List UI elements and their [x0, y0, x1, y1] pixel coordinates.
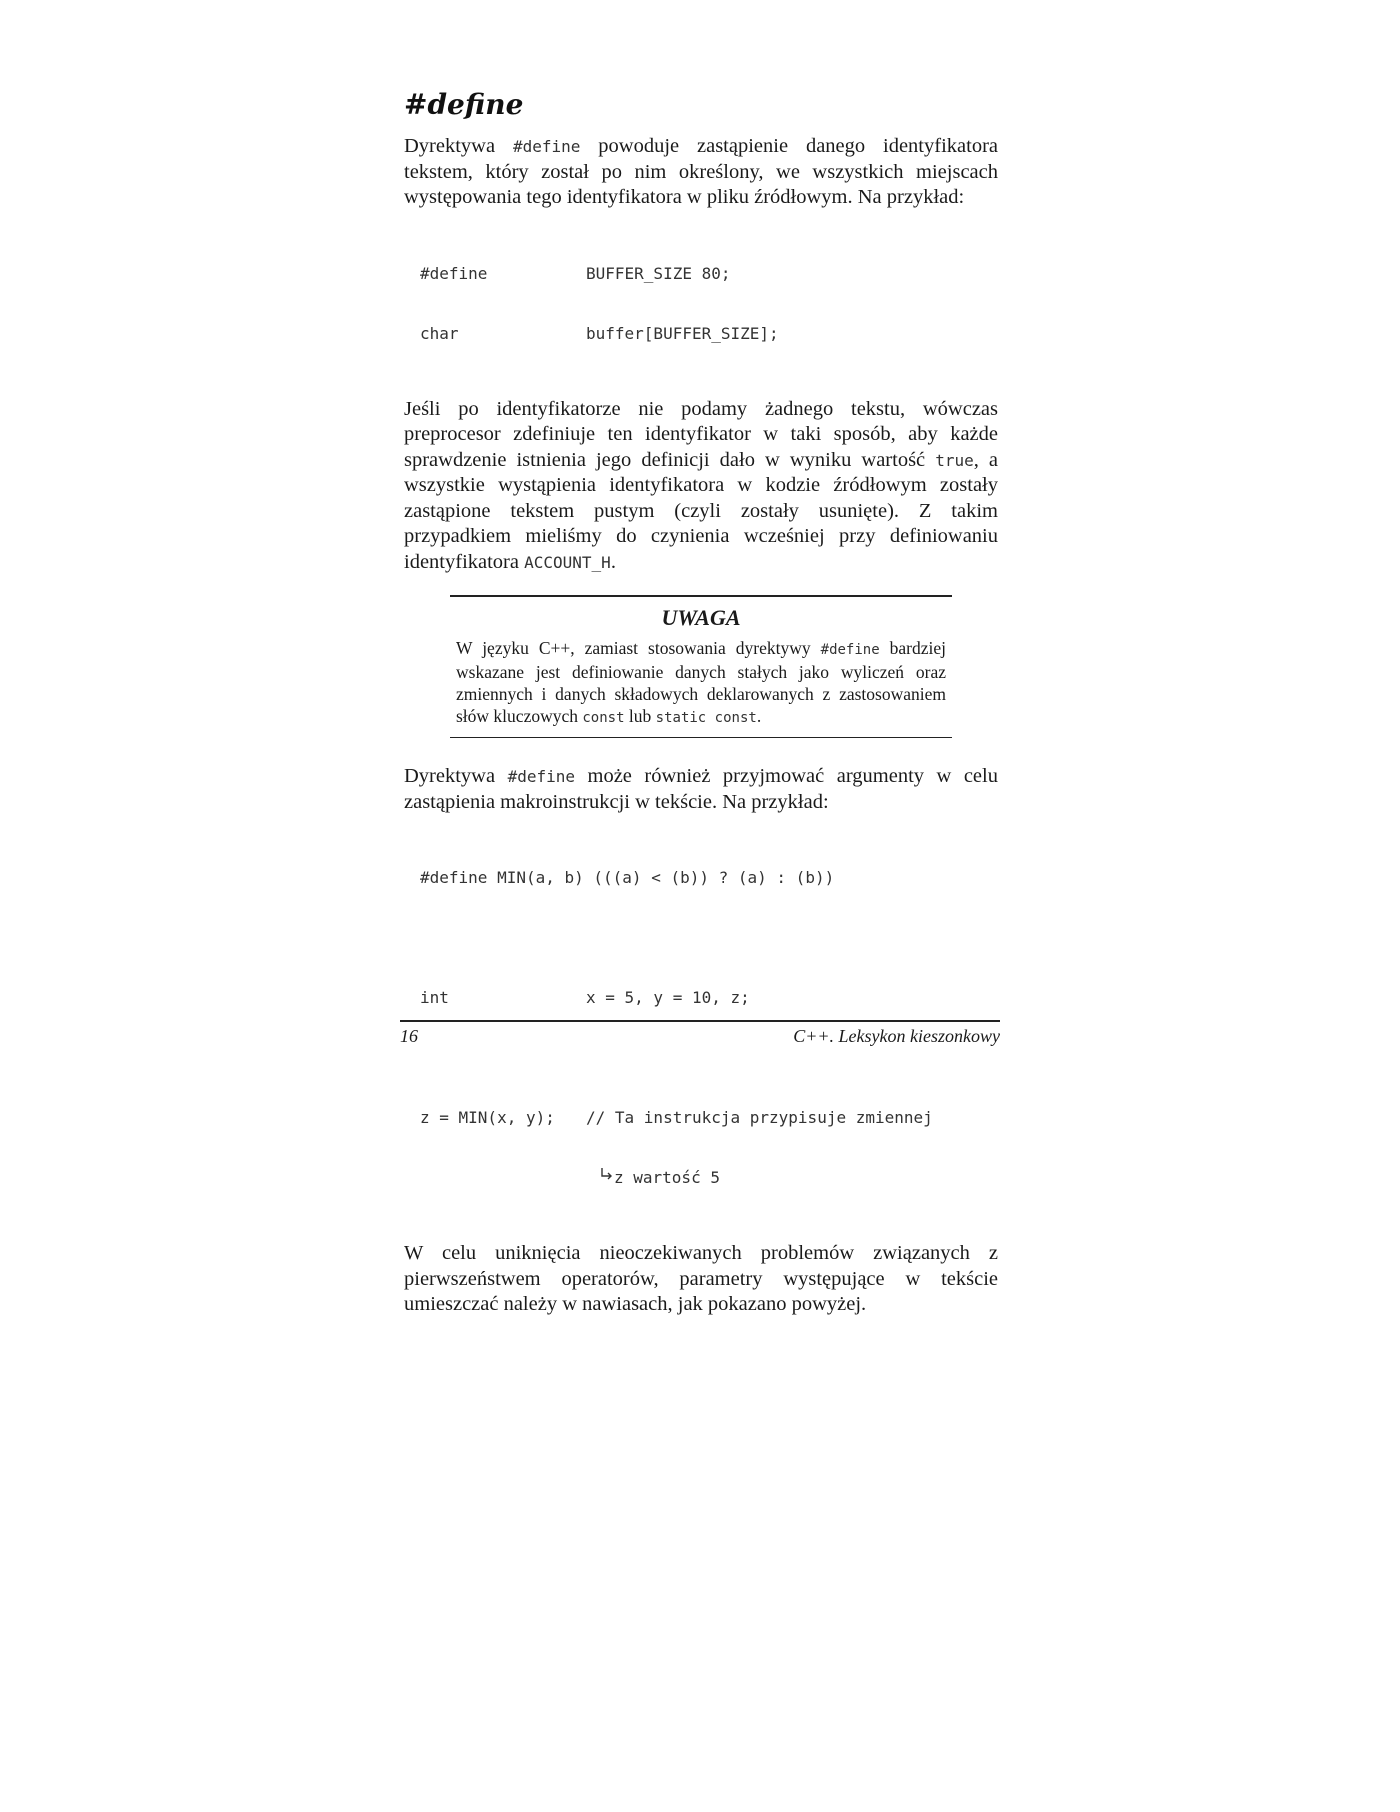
text: lub: [624, 706, 656, 726]
code-comment: z wartość 5: [614, 1168, 720, 1187]
note-box: [450, 595, 952, 738]
note-text: [456, 637, 946, 729]
text: bardziej wskazane jest definiowanie danych stałych jako wyliczeń oraz zmiennych i danych składowych deklarowanych z zastosowaniem słów kluczowych: [456, 638, 946, 726]
inline-code: #define: [507, 767, 576, 786]
paragraph-define-intro: [404, 134, 998, 211]
code-text: z = MIN(x, y);: [420, 1108, 555, 1127]
text: , a wszystkie wystąpienia identyfikatora w kodzie źródłowym zostały zastąpione tekstem pustym (czyli zostały usunięte). Z takim przypadkiem mieliśmy do czynienia wcześniej przy definiowaniu identyfikatora: [404, 448, 998, 573]
code-line: [420, 323, 998, 345]
code-line: [420, 263, 998, 285]
text: .: [756, 706, 762, 726]
inline-code: const: [582, 710, 625, 726]
code-line: #define MIN(a, b) (((a) < (b)) ? (a) : (b)): [420, 868, 835, 887]
code-keyword: char: [420, 323, 459, 343]
text: W języku C++, zamiast stosowania dyrektywy: [456, 638, 821, 658]
text: Jeśli po identyfikatorze nie podamy żadnego tekstu, wówczas preprocesor zdefiniuje ten identyfikator w taki sposób, aby każde sprawdzenie istnienia jego definicji dało w wyniku wartość: [404, 397, 998, 471]
code-comment: // Ta instrukcja przypisuje zmiennej: [586, 1108, 933, 1127]
code-example-buffer: [420, 225, 998, 383]
code-line: [420, 1167, 998, 1189]
page-number: 16: [400, 1026, 418, 1046]
inline-code: true: [935, 450, 974, 470]
text: może również przyjmować argumenty w celu zastąpienia makroinstrukcji w tekście. Na przykład:: [404, 765, 998, 813]
code-keyword: int: [420, 988, 449, 1007]
section-title: #define: [404, 88, 524, 121]
paragraph-macro-args: [404, 764, 998, 815]
inline-code: static const: [655, 710, 757, 726]
code-text: buffer[BUFFER_SIZE];: [586, 323, 779, 343]
code-keyword: #define: [420, 263, 488, 283]
page-footer: [400, 1020, 1000, 1047]
code-line: [420, 1107, 998, 1129]
code-line: [420, 987, 998, 1009]
spacer: [420, 1167, 586, 1189]
note-title: UWAGA: [661, 605, 741, 630]
page-content: [404, 88, 998, 1318]
inline-code: #define: [820, 642, 880, 658]
code-text: BUFFER_SIZE 80;: [586, 263, 731, 283]
book-title: C++. Leksykon kieszonkowy: [793, 1026, 1000, 1046]
inline-code: #define: [512, 137, 581, 156]
code-text: x = 5, y = 10, z;: [586, 988, 750, 1007]
paragraph-empty-define: [404, 397, 998, 576]
text: Dyrektywa: [404, 765, 508, 787]
text: powoduje zastąpienie danego identyfikatora tekstem, który został po nim określony, we wszystkich miejscach występowania tego identyfikatora w pliku źródłowym. Na przykład:: [404, 135, 998, 208]
paragraph-parentheses: W celu uniknięcia nieoczekiwanych problemów związanych z pierwszeństwem operatorów, parametry występujące w tekście umieszczać należy w nawiasach, jak pokazano powyżej.: [404, 1242, 998, 1315]
line-continuation-arrow-icon: [600, 1167, 614, 1189]
text: Dyrektywa: [404, 135, 513, 157]
text: .: [610, 550, 616, 573]
inline-code: ACCOUNT_H: [524, 552, 611, 572]
